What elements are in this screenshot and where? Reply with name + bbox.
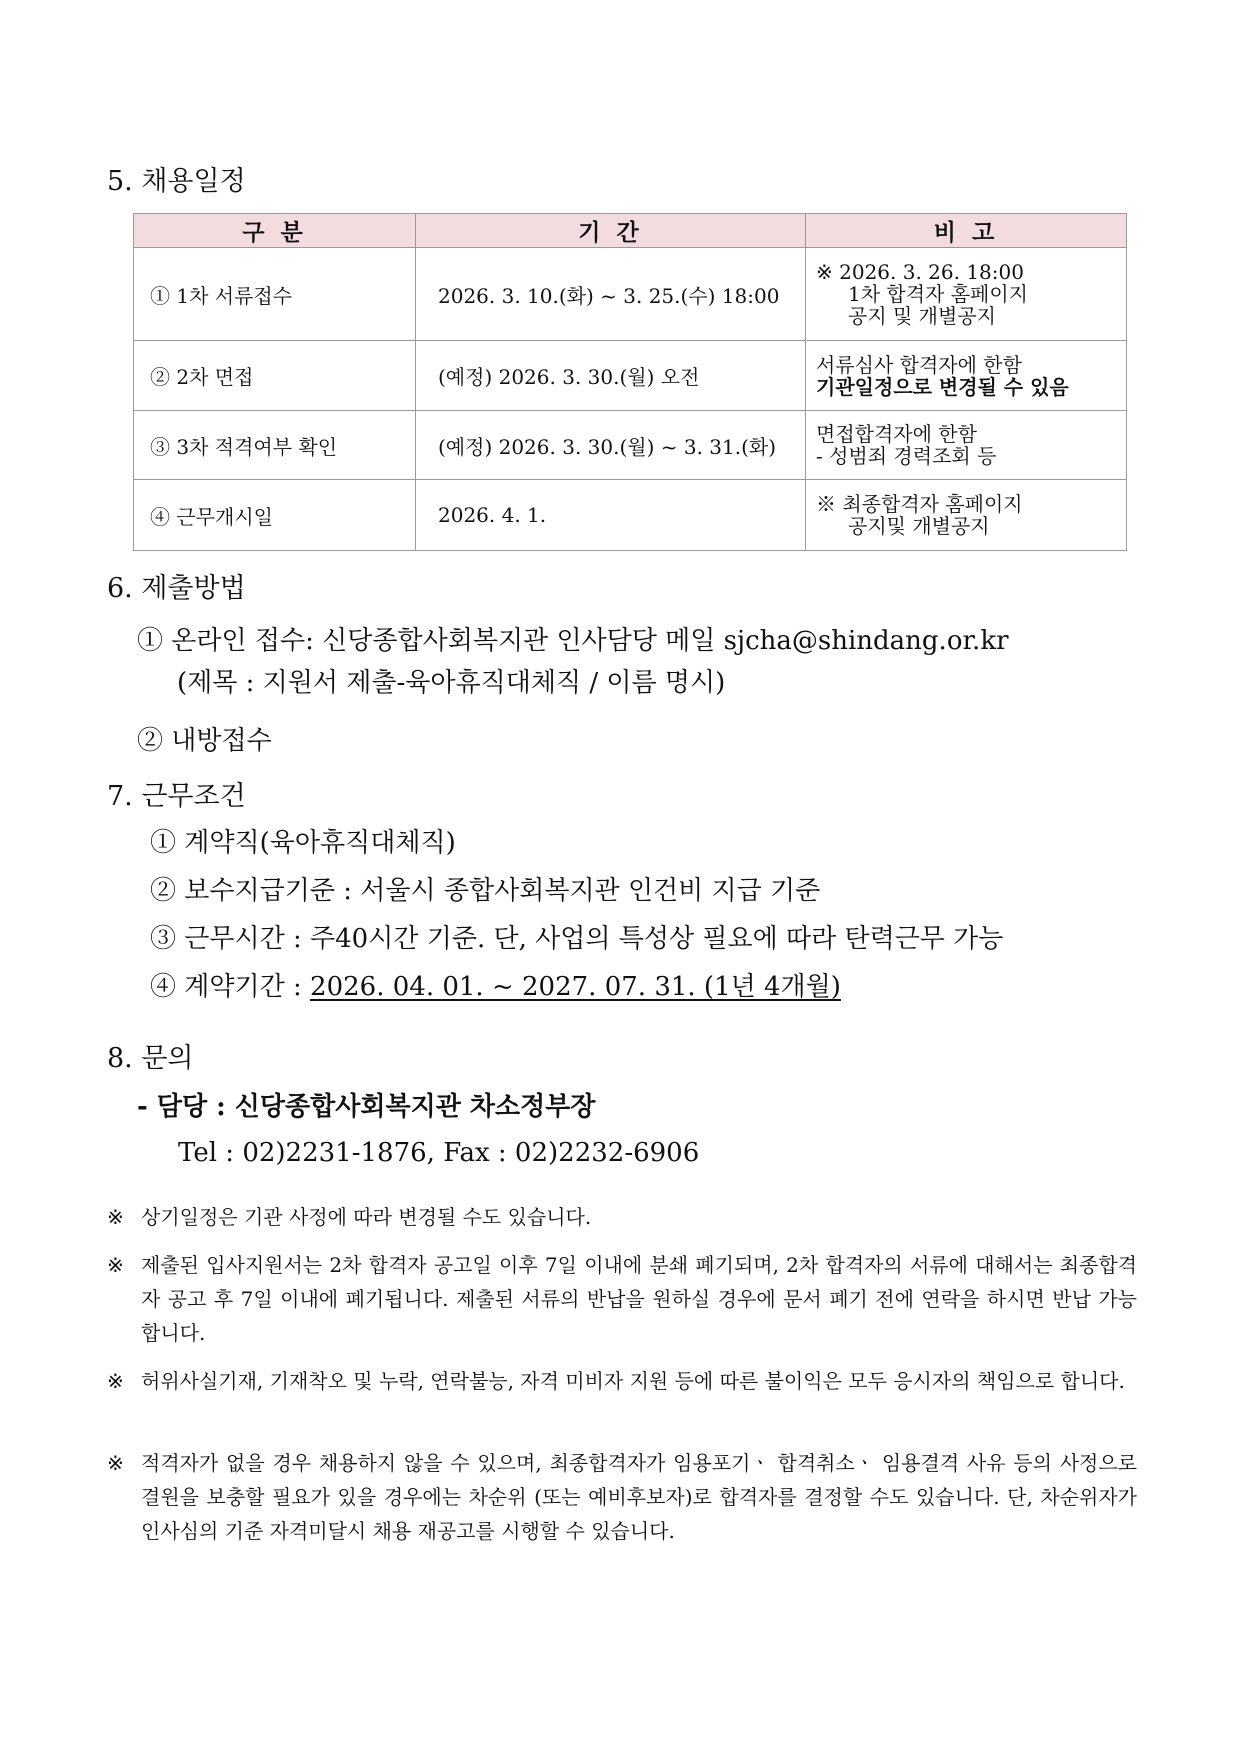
period-cell: (예정) 2026. 3. 30.(월) 오전: [416, 341, 806, 411]
note-cell: [806, 411, 1127, 480]
table-row: [134, 480, 1127, 551]
table-row: [134, 248, 1127, 341]
notice-3: [107, 1364, 1137, 1398]
note-line-emphasis: 기관일정으로 변경될 수 있음: [816, 374, 1069, 399]
notice-mark: ※: [107, 1253, 124, 1277]
note-line: 공지및 개별공지: [848, 514, 990, 538]
stage-cell: ② 2차 면접: [134, 341, 416, 411]
notice-text: 적격자가 없을 경우 채용하지 않을 수 있으며, 최종합격자가 임용포기ㆍ 합격취소ㆍ 임용결격 사유 등의 사정으로 결원을 보충할 필요가 있을 경우에는 차순위 (또는 예비후보자)로 합격자를 결정할 수도 있습니다. 단, 차순위자가 인사심의 기준 자격미달시 채용 재공고를 시행할 수 있습니다.: [141, 1451, 1137, 1543]
period-cell: (예정) 2026. 3. 30.(월) ~ 3. 31.(화): [416, 411, 806, 480]
note-line: - 성범죄 경력조회 등: [816, 444, 997, 468]
note-line: 공지 및 개별공지: [848, 304, 996, 328]
contact-person: - 담당 : 신당종합사회복지관 차소정부장: [137, 1092, 596, 1122]
note-cell: [806, 248, 1127, 341]
notice-mark: ※: [107, 1451, 124, 1475]
header-note: 비 고: [806, 214, 1127, 248]
period-cell: 2026. 3. 10.(화) ~ 3. 25.(수) 18:00: [416, 248, 806, 341]
table-row: [134, 341, 1127, 411]
notice-text: 제출된 입사지원서는 2차 합격자 공고일 이후 7일 이내에 분쇄 폐기되며, 2차 합격자의 서류에 대해서는 최종합격자 공고 후 7일 이내에 폐기됩니다. 제출된 서류의 반납을 원하실 경우에 문서 폐기 전에 연락을 하시면 반납 가능합니다.: [141, 1253, 1137, 1345]
notice-mark: ※: [107, 1369, 124, 1393]
note-line: 면접합격자에 한함: [816, 422, 977, 446]
notice-text: 허위사실기재, 기재착오 및 누락, 연락불능, 자격 미비자 지원 등에 따른 불이익은 모두 응시자의 책임으로 합니다.: [141, 1369, 1125, 1393]
submission-online: ① 온라인 접수: 신당종합사회복지관 인사담당 메일 sjcha@shindang.or.kr: [137, 626, 1009, 656]
condition-period-label: ④ 계약기간 :: [150, 972, 311, 1002]
header-stage: 구 분: [134, 214, 416, 248]
section-5-heading: 5. 채용일정: [107, 166, 246, 197]
period-cell: 2026. 4. 1.: [416, 480, 806, 551]
stage-cell: ④ 근무개시일: [134, 480, 416, 551]
stage-cell: ③ 3차 적격여부 확인: [134, 411, 416, 480]
submission-visit: ② 내방접수: [137, 726, 272, 756]
note-line: 서류심사 합격자에 한함: [816, 352, 1022, 377]
notice-1: [107, 1200, 1137, 1234]
note-line: ※ 최종합격자 홈페이지: [816, 492, 1023, 516]
note-cell: [806, 341, 1127, 411]
table-row: [134, 411, 1127, 480]
submission-online-subject: (제목 : 지원서 제출-육아휴직대체직 / 이름 명시): [177, 668, 726, 698]
notice-text: 상기일정은 기관 사정에 따라 변경될 수도 있습니다.: [141, 1205, 592, 1229]
contact-phone-fax: Tel : 02)2231-1876, Fax : 02)2232-6906: [178, 1138, 700, 1168]
table-header-row: [134, 214, 1127, 248]
stage-cell: ① 1차 서류접수: [134, 248, 416, 341]
condition-hours: ③ 근무시간 : 주40시간 기준. 단, 사업의 특성상 필요에 따라 탄력근무 가능: [150, 924, 1004, 954]
condition-period: [150, 970, 841, 1004]
header-period: 기 간: [416, 214, 806, 248]
condition-contract: ① 계약직(육아휴직대체직): [150, 828, 456, 858]
note-cell: [806, 480, 1127, 551]
note-line: ※ 2026. 3. 26. 18:00: [816, 260, 1024, 284]
section-8-heading: 8. 문의: [107, 1043, 194, 1074]
notice-mark: ※: [107, 1205, 124, 1229]
schedule-table: [133, 213, 1127, 551]
notice-4: [107, 1446, 1137, 1548]
condition-pay: ② 보수지급기준 : 서울시 종합사회복지관 인건비 지급 기준: [150, 876, 821, 906]
condition-period-value: 2026. 04. 01. ~ 2027. 07. 31. (1년 4개월): [310, 972, 841, 1002]
section-6-heading: 6. 제출방법: [107, 573, 246, 604]
notice-2: [107, 1248, 1137, 1350]
section-7-heading: 7. 근무조건: [107, 781, 246, 812]
note-line: 1차 합격자 홈페이지: [848, 282, 1028, 306]
